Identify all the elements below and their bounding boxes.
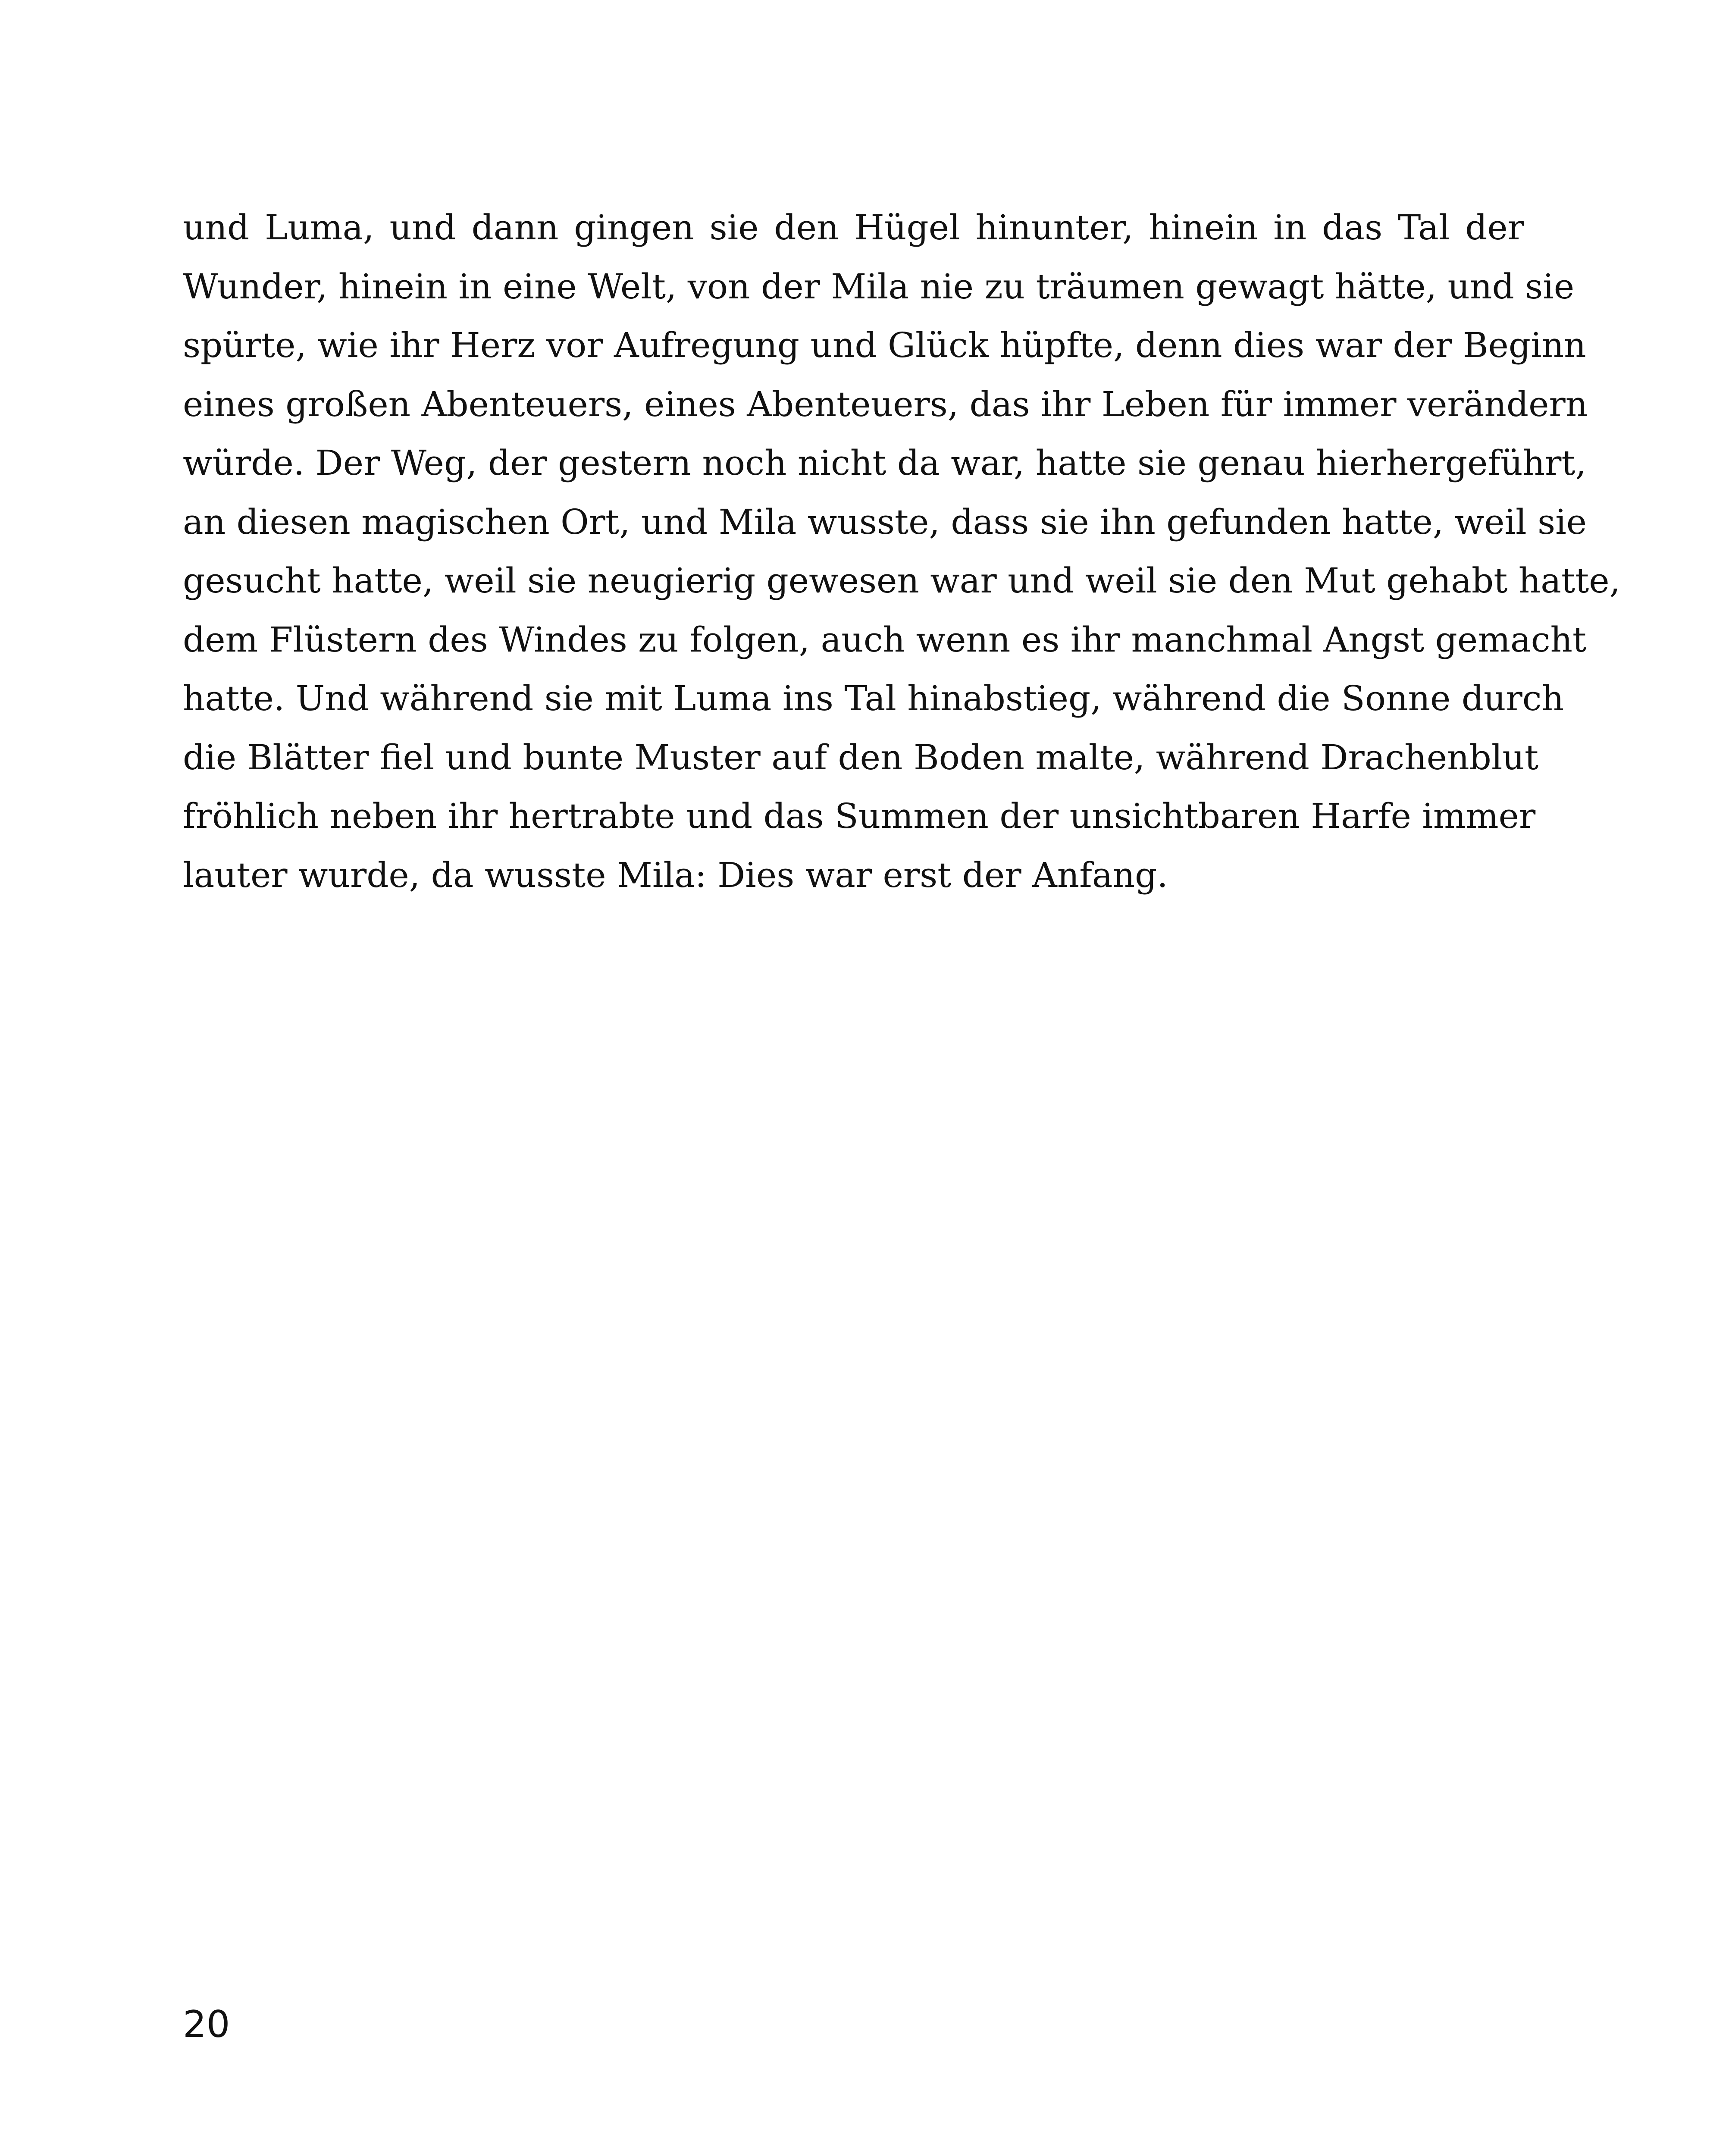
text-line: und Luma, und dann gingen sie den Hügel hinunter, hinein in das Tal der [183, 207, 1524, 248]
text-line: Wunder, hinein in eine Welt, von der Mila nie zu träumen gewagt hätte, und sie [183, 266, 1575, 307]
text-line: fröhlich neben ihr hertrabte und das Summen der unsichtbaren Harfe immer [183, 796, 1536, 836]
text-line: eines großen Abenteuers, eines Abenteuers, das ihr Leben für immer verändern [183, 384, 1588, 424]
text-line: gesucht hatte, weil sie neugierig gewesen war und weil sie den Mut gehabt hatte, [183, 561, 1621, 601]
body-paragraph [183, 198, 1621, 905]
text-line: die Blätter fiel und bunte Muster auf den Boden malte, während Drachenblut [183, 737, 1539, 777]
text-line: an diesen magischen Ort, und Mila wusste, dass sie ihn gefunden hatte, weil sie [183, 501, 1587, 542]
page-number: 20 [183, 2003, 230, 2046]
text-line: hatte. Und während sie mit Luma ins Tal hinabstieg, während die Sonne durch [183, 678, 1564, 718]
text-line: würde. Der Weg, der gestern noch nicht da war, hatte sie genau hierhergeführt, [183, 443, 1586, 483]
text-line: dem Flüstern des Windes zu folgen, auch wenn es ihr manchmal Angst gemacht [183, 619, 1587, 660]
text-line: spürte, wie ihr Herz vor Aufregung und Glück hüpfte, denn dies war der Beginn [183, 325, 1586, 365]
text-line: lauter wurde, da wusste Mila: Dies war erst der Anfang. [183, 855, 1168, 895]
